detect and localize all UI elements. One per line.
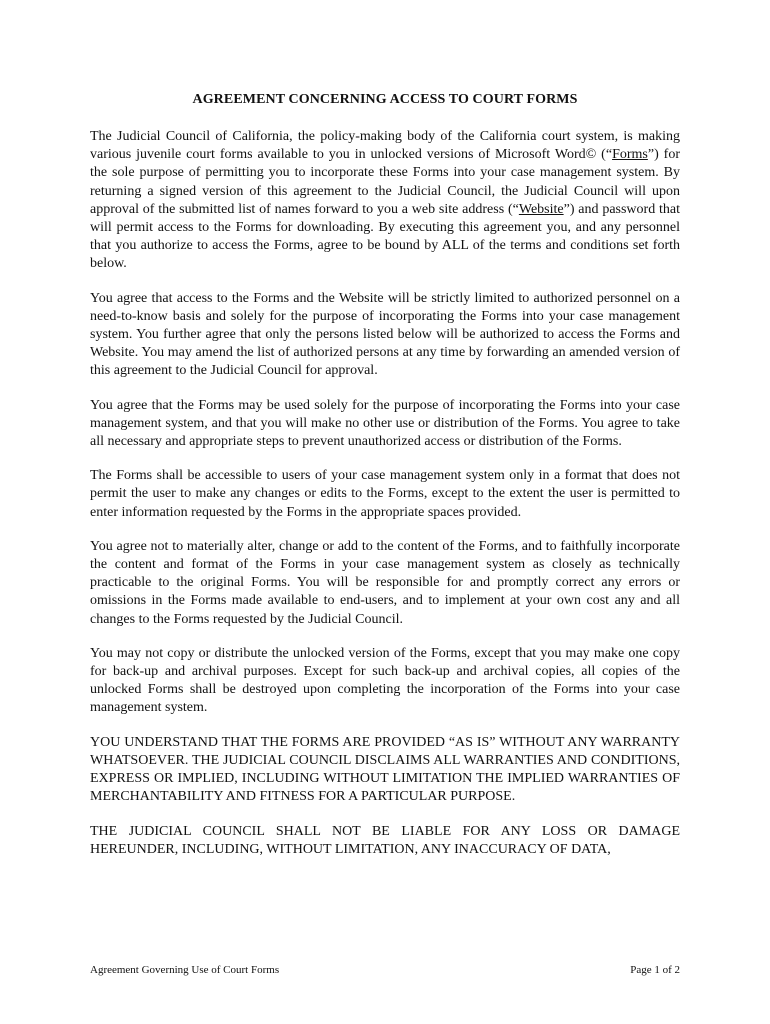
paragraph-intro (90, 128, 680, 274)
footer-document-name: Agreement Governing Use of Court Forms (90, 964, 280, 976)
document-title: AGREEMENT CONCERNING ACCESS TO COURT FORMS (192, 92, 578, 107)
paragraph-format: The Forms shall be accessible to users of your case management system only in a format that does not permit the user to make any changes or edits to the Forms, except to the extent the user is permitted to enter information requested by the Forms in the appropriate spaces provided. (90, 468, 680, 520)
footer-page-number: Page 1 of 2 (630, 964, 680, 976)
paragraph-intro-part-c: ”) and password that will permit access to the Forms for downloading. By executing this agreement you, and any personnel that you authorize to access the Forms, agree to be bound by ALL of the terms and conditions set forth below. (90, 201, 680, 272)
forms-defined-term: Forms (612, 147, 648, 163)
paragraph-liability: THE JUDICIAL COUNCIL SHALL NOT BE LIABLE FOR ANY LOSS OR DAMAGE HEREUNDER, INCLUDING, WITHOUT LIMITATION, ANY INACCURACY OF DATA, (90, 823, 680, 857)
paragraph-use: You agree that the Forms may be used solely for the purpose of incorporating the Forms into your case management system, and that you will make no other use or distribution of the Forms. You agree to take all necessary and appropriate steps to prevent unauthorized access or distribution of the Forms. (90, 397, 680, 450)
paragraph-copying: You may not copy or distribute the unlocked version of the Forms, except that you may make one copy for back-up and archival purposes. Except for such back-up and archival copies, all copies of the unlocked Forms shall be destroyed upon completing the incorporation of the Forms into your case management system. (90, 645, 680, 716)
paragraph-access: You agree that access to the Forms and the Website will be strictly limited to authorized personnel on a need-to-know basis and solely for the purpose of incorporating the Forms into your case management system. You further agree that only the persons listed below will be authorized to access the Forms and Website. You may amend the list of authorized persons at any time by forwarding an amended version of this agreement to the Judicial Council for approval. (90, 290, 680, 379)
document-body (90, 128, 680, 875)
paragraph-alteration: You agree not to materially alter, change or add to the content of the Forms, and to faithfully incorporate the content and format of the Forms in your case management system as closely as technically practicable to the original Forms. You will be responsible for and promptly correct any errors or omissions in the Forms made available to end-users, and to implement at your own cost any and all changes to the Forms requested by the Judicial Council. (90, 538, 680, 627)
website-defined-term: Website (518, 201, 564, 217)
paragraph-intro-part-a: The Judicial Council of California, the policy-making body of the California court system, is making various juvenile court forms available to you in unlocked versions of Microsoft Word© (“ (90, 129, 680, 163)
paragraph-intro-part-b: ”) for the sole purpose of permitting you to incorporate these Forms into your case management system. By returning a signed version of this agreement to the Judicial Council, the Judicial Council will upon approval of the submitted list of names forward to you a web site address (“ (90, 147, 680, 217)
paragraph-warranty: YOU UNDERSTAND THAT THE FORMS ARE PROVIDED “AS IS” WITHOUT ANY WARRANTY WHATSOEVER. THE JUDICIAL COUNCIL DISCLAIMS ALL WARRANTIES AND CONDITIONS, EXPRESS OR IMPLIED, INCLUDING WITHOUT LIMITATION THE IMPLIED WARRANTIES OF MERCHANTABILITY AND FITNESS FOR A PARTICULAR PURPOSE. (90, 734, 680, 805)
